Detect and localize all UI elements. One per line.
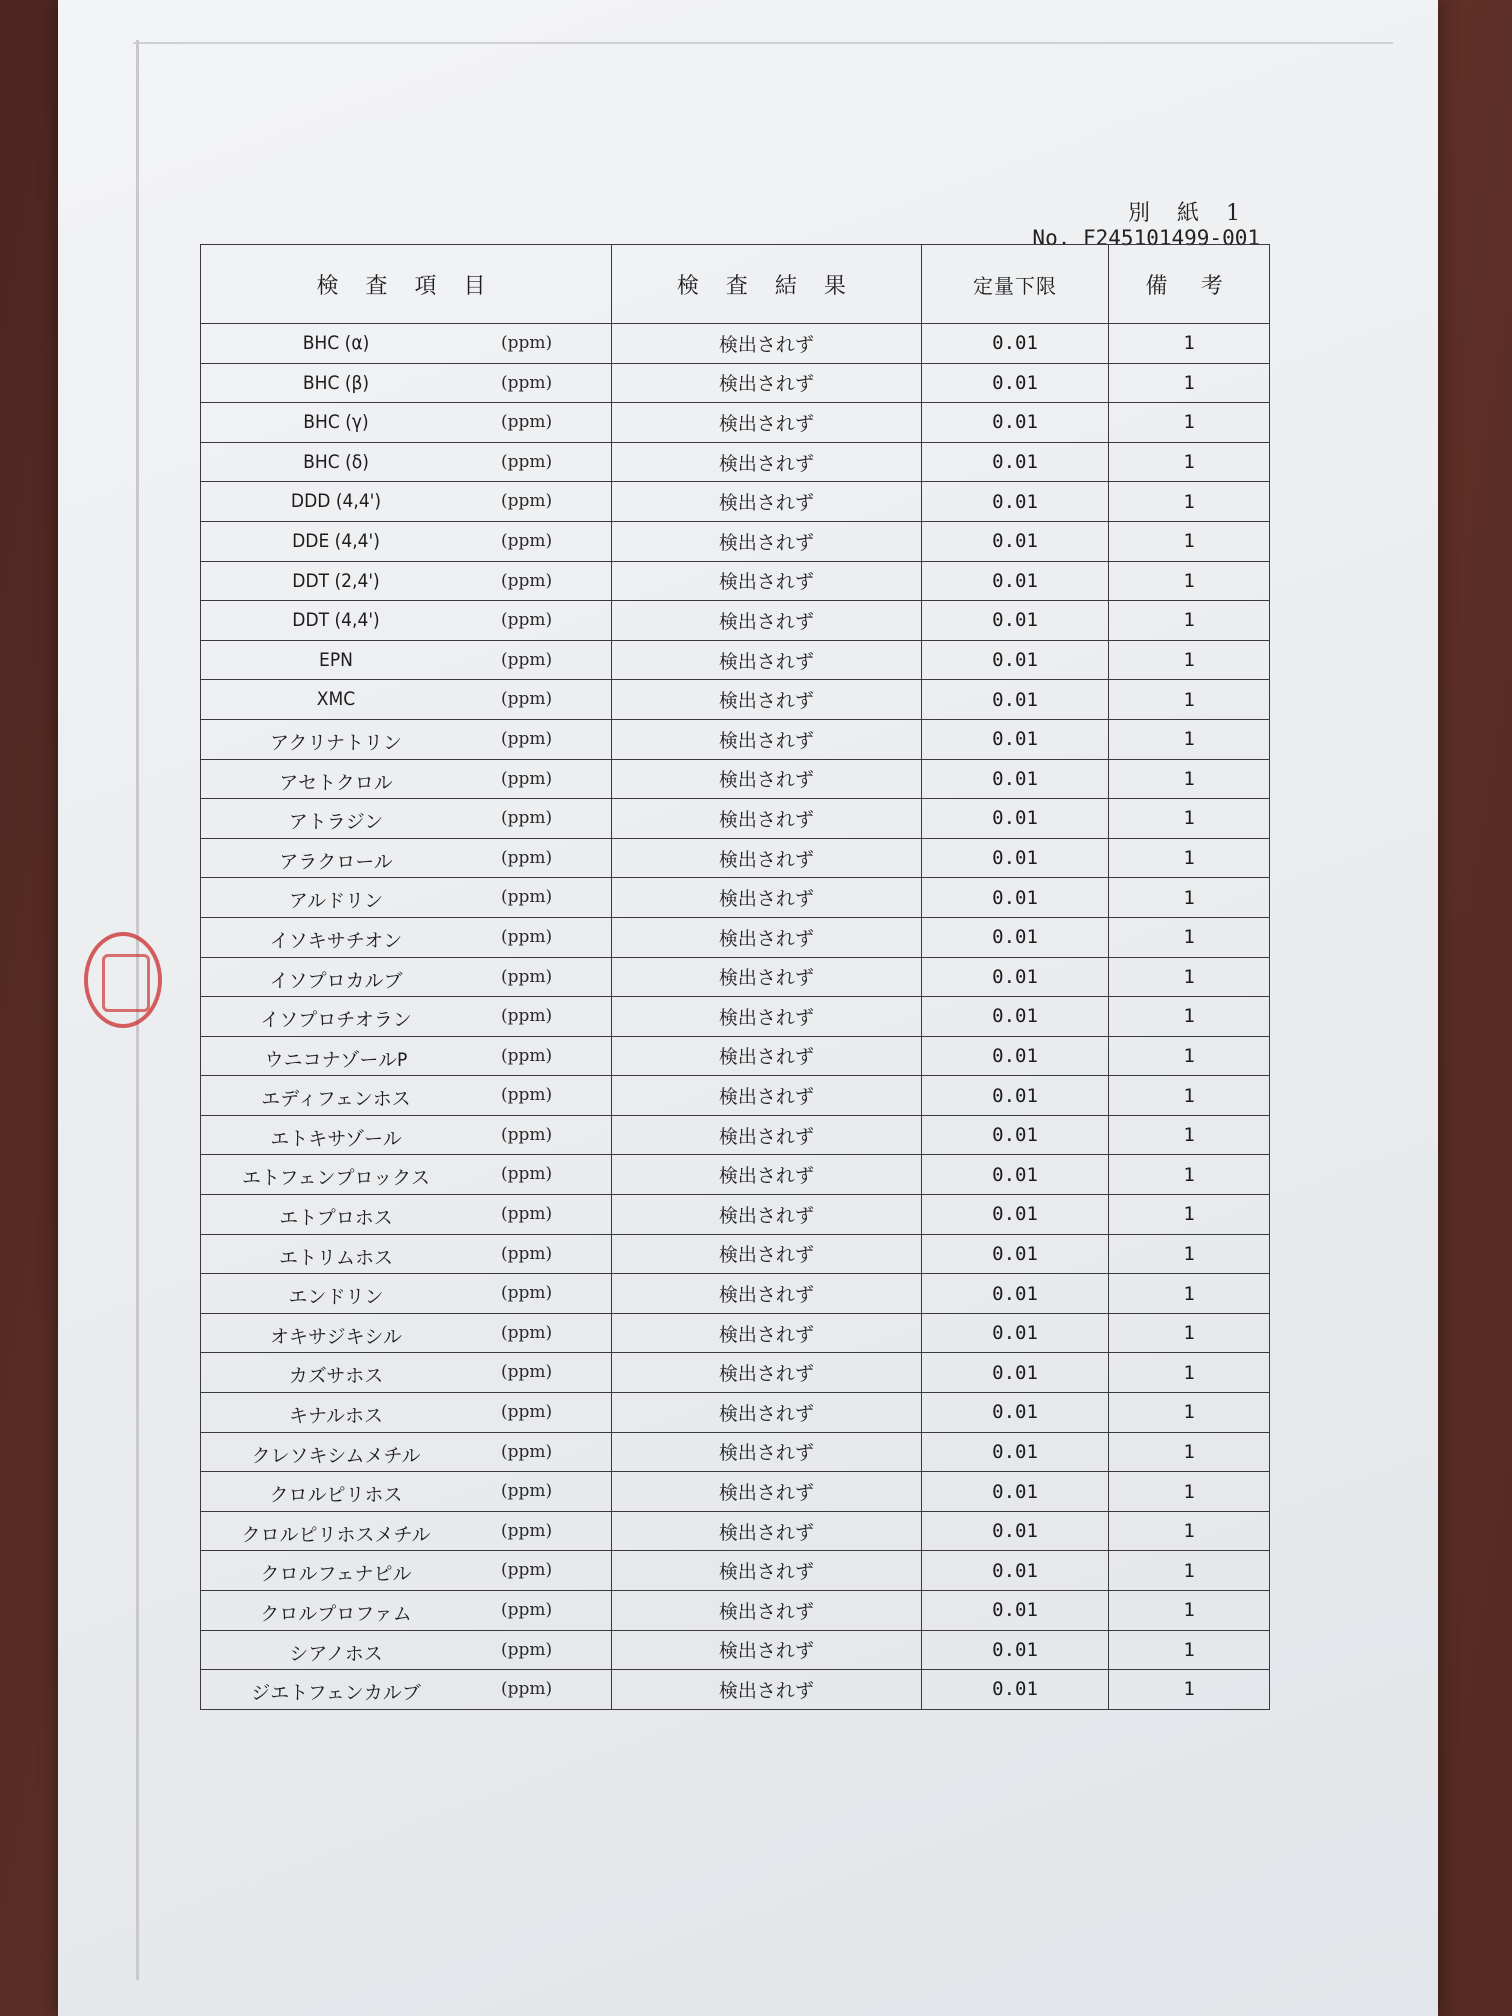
table-row (201, 917, 1270, 957)
item-cell (201, 1630, 612, 1670)
result-cell: 検出されず (611, 957, 921, 997)
item-name: ウニコナゾールP (264, 1048, 408, 1071)
table-row (201, 601, 1270, 641)
item-name: カズサホス (288, 1365, 384, 1388)
result-cell: 検出されず (611, 1630, 921, 1670)
result-cell: 検出されず (611, 878, 921, 918)
result-cell: 検出されず (611, 1472, 921, 1512)
item-cell (201, 1472, 612, 1512)
item-unit: (ppm) (501, 1124, 553, 1145)
item-unit: (ppm) (501, 808, 553, 829)
note-cell: 1 (1109, 1036, 1270, 1076)
table-row (201, 640, 1270, 680)
note-cell: 1 (1109, 442, 1270, 482)
limit-cell: 0.01 (921, 442, 1108, 482)
note-cell: 1 (1109, 719, 1270, 759)
table-row (201, 1432, 1270, 1472)
item-cell (201, 1591, 612, 1631)
limit-cell: 0.01 (921, 997, 1108, 1037)
item-name: イソプロチオラン (260, 1009, 412, 1032)
result-cell: 検出されず (611, 1551, 921, 1591)
table-row (201, 1195, 1270, 1235)
table-row (201, 1076, 1270, 1116)
note-cell: 1 (1109, 1432, 1270, 1472)
item-unit: (ppm) (501, 610, 553, 631)
result-cell: 検出されず (611, 601, 921, 641)
limit-cell: 0.01 (921, 1234, 1108, 1274)
item-cell (201, 482, 612, 522)
item-cell (201, 1353, 612, 1393)
item-unit: (ppm) (501, 689, 553, 710)
table-row (201, 482, 1270, 522)
table-row (201, 1353, 1270, 1393)
table-row (201, 957, 1270, 997)
result-cell: 検出されず (611, 838, 921, 878)
item-name: アトラジン (288, 811, 384, 834)
item-unit: (ppm) (501, 333, 553, 353)
item-unit: (ppm) (501, 412, 553, 433)
item-cell (201, 1511, 612, 1551)
table-row (201, 1630, 1270, 1670)
item-name: ジエトフェンカルブ (251, 1682, 421, 1705)
item-cell (201, 561, 612, 601)
item-name: DDT (2,4') (292, 569, 380, 592)
limit-cell: 0.01 (921, 1353, 1108, 1393)
result-cell: 検出されず (611, 482, 921, 522)
note-cell: 1 (1109, 799, 1270, 839)
item-cell (201, 601, 612, 641)
note-cell: 1 (1109, 521, 1270, 561)
table-row (201, 1472, 1270, 1512)
limit-cell: 0.01 (921, 1511, 1108, 1551)
item-cell (201, 521, 612, 561)
item-name: アセトクロル (279, 771, 393, 794)
item-unit: (ppm) (501, 728, 553, 749)
item-cell (201, 1274, 612, 1314)
limit-cell: 0.01 (921, 1155, 1108, 1195)
item-name: イソキサチオン (269, 929, 403, 952)
item-unit: (ppm) (501, 372, 553, 393)
limit-cell: 0.01 (921, 561, 1108, 601)
note-cell: 1 (1109, 1591, 1270, 1631)
result-cell: 検出されず (611, 1036, 921, 1076)
table-row (201, 1591, 1270, 1631)
limit-cell: 0.01 (921, 838, 1108, 878)
table-row (201, 324, 1270, 364)
note-cell: 1 (1109, 1353, 1270, 1393)
table-row (201, 680, 1270, 720)
limit-cell: 0.01 (921, 1115, 1108, 1155)
note-cell: 1 (1109, 482, 1270, 522)
item-name: BHC (α) (302, 332, 370, 354)
header-note: 備 考 (1109, 245, 1270, 324)
table-row (201, 878, 1270, 918)
result-cell: 検出されず (611, 1234, 921, 1274)
result-cell: 検出されず (611, 719, 921, 759)
result-cell: 検出されず (611, 561, 921, 601)
item-cell (201, 878, 612, 918)
result-cell: 検出されず (611, 799, 921, 839)
note-cell: 1 (1109, 1670, 1270, 1710)
result-cell: 検出されず (611, 1274, 921, 1314)
limit-cell: 0.01 (921, 363, 1108, 403)
item-unit: (ppm) (501, 1441, 553, 1462)
item-unit: (ppm) (501, 1164, 553, 1185)
note-cell: 1 (1109, 403, 1270, 443)
item-cell (201, 917, 612, 957)
item-cell (201, 997, 612, 1037)
item-name: オキサジキシル (270, 1325, 402, 1348)
limit-cell: 0.01 (921, 878, 1108, 918)
item-name: クレソキシムメチル (251, 1444, 421, 1467)
item-name: クロルピリホスメチル (241, 1523, 431, 1546)
header-item: 検 査 項 目 (201, 245, 612, 324)
item-unit: (ppm) (501, 1085, 553, 1106)
result-cell: 検出されず (611, 1076, 921, 1116)
limit-cell: 0.01 (921, 1670, 1108, 1710)
note-cell: 1 (1109, 1115, 1270, 1155)
table-row (201, 719, 1270, 759)
item-unit: (ppm) (501, 1402, 553, 1423)
item-unit: (ppm) (501, 768, 553, 789)
limit-cell: 0.01 (921, 1313, 1108, 1353)
table-row (201, 1670, 1270, 1710)
note-cell: 1 (1109, 1630, 1270, 1670)
item-unit: (ppm) (501, 570, 553, 591)
result-cell: 検出されず (611, 1115, 921, 1155)
limit-cell: 0.01 (921, 482, 1108, 522)
item-name: DDD (4,4') (290, 490, 382, 513)
item-cell (201, 719, 612, 759)
note-cell: 1 (1109, 838, 1270, 878)
item-cell (201, 838, 612, 878)
limit-cell: 0.01 (921, 403, 1108, 443)
item-name: クロルピリホス (269, 1484, 403, 1507)
annex-label: 別 紙 1 (1128, 201, 1250, 226)
note-cell: 1 (1109, 561, 1270, 601)
item-unit: (ppm) (501, 1006, 553, 1027)
table-row (201, 1234, 1270, 1274)
limit-cell: 0.01 (921, 719, 1108, 759)
item-unit: (ppm) (501, 1045, 553, 1066)
result-cell: 検出されず (611, 997, 921, 1037)
table-row (201, 759, 1270, 799)
item-unit: (ppm) (501, 530, 553, 551)
item-cell (201, 1155, 612, 1195)
table-row (201, 1115, 1270, 1155)
note-cell: 1 (1109, 917, 1270, 957)
item-name: アラクロール (279, 850, 393, 873)
item-name: エトキサゾール (270, 1127, 402, 1150)
limit-cell: 0.01 (921, 1472, 1108, 1512)
item-cell (201, 324, 612, 364)
item-name: BHC (δ) (303, 450, 369, 473)
result-cell: 検出されず (611, 403, 921, 443)
note-cell: 1 (1109, 1234, 1270, 1274)
result-cell: 検出されず (611, 521, 921, 561)
item-name: BHC (γ) (303, 411, 369, 434)
item-name: クロルプロファム (260, 1603, 412, 1625)
note-cell: 1 (1109, 1155, 1270, 1195)
limit-cell: 0.01 (921, 917, 1108, 957)
result-cell: 検出されず (611, 1393, 921, 1433)
limit-cell: 0.01 (921, 1195, 1108, 1235)
table-header-row (201, 245, 1270, 324)
note-cell: 1 (1109, 1551, 1270, 1591)
table-row (201, 1036, 1270, 1076)
result-cell: 検出されず (611, 917, 921, 957)
note-cell: 1 (1109, 997, 1270, 1037)
item-name: エトプロホス (279, 1207, 393, 1230)
item-cell (201, 403, 612, 443)
item-name: アクリナトリン (269, 731, 403, 754)
item-cell (201, 799, 612, 839)
note-cell: 1 (1109, 1076, 1270, 1116)
document-number: No. F245101499-001 (1032, 226, 1260, 250)
item-name: エンドリン (288, 1286, 384, 1309)
result-cell: 検出されず (611, 1155, 921, 1195)
item-cell (201, 1670, 612, 1710)
item-unit: (ppm) (501, 887, 553, 908)
limit-cell: 0.01 (921, 521, 1108, 561)
item-name: EPN (319, 648, 353, 671)
note-cell: 1 (1109, 601, 1270, 641)
note-cell: 1 (1109, 1195, 1270, 1235)
limit-cell: 0.01 (921, 1591, 1108, 1631)
result-cell: 検出されず (611, 1432, 921, 1472)
limit-cell: 0.01 (921, 640, 1108, 680)
table-row (201, 997, 1270, 1037)
item-unit: (ppm) (501, 491, 553, 512)
item-cell (201, 1036, 612, 1076)
item-cell (201, 1115, 612, 1155)
table-row (201, 403, 1270, 443)
item-unit: (ppm) (501, 1520, 553, 1541)
item-unit: (ppm) (501, 1481, 553, 1502)
table-row (201, 521, 1270, 561)
limit-cell: 0.01 (921, 680, 1108, 720)
item-cell (201, 680, 612, 720)
result-cell: 検出されず (611, 759, 921, 799)
result-cell: 検出されず (611, 1195, 921, 1235)
table-row (201, 1155, 1270, 1195)
result-cell: 検出されず (611, 1591, 921, 1631)
item-cell (201, 957, 612, 997)
limit-cell: 0.01 (921, 1393, 1108, 1433)
item-unit: (ppm) (501, 1362, 553, 1383)
table-row (201, 1551, 1270, 1591)
item-cell (201, 1313, 612, 1353)
table-row (201, 838, 1270, 878)
item-cell (201, 640, 612, 680)
item-cell (201, 759, 612, 799)
note-cell: 1 (1109, 1274, 1270, 1314)
note-cell: 1 (1109, 680, 1270, 720)
item-name: エディフェンホス (261, 1088, 411, 1111)
inspection-results-table (200, 244, 1270, 1710)
result-cell: 検出されず (611, 1670, 921, 1710)
limit-cell: 0.01 (921, 799, 1108, 839)
note-cell: 1 (1109, 324, 1270, 364)
note-cell: 1 (1109, 878, 1270, 918)
note-cell: 1 (1109, 1511, 1270, 1551)
red-seal-stamp (84, 932, 162, 1028)
item-cell (201, 1551, 612, 1591)
limit-cell: 0.01 (921, 1274, 1108, 1314)
table-row (201, 1393, 1270, 1433)
item-name: イソプロカルブ (269, 969, 403, 992)
item-unit: (ppm) (501, 1560, 553, 1581)
item-name: XMC (316, 688, 356, 711)
result-cell: 検出されず (611, 1313, 921, 1353)
table-row (201, 561, 1270, 601)
item-unit: (ppm) (501, 1600, 553, 1620)
limit-cell: 0.01 (921, 759, 1108, 799)
item-unit: (ppm) (501, 966, 553, 987)
result-cell: 検出されず (611, 442, 921, 482)
limit-cell: 0.01 (921, 1036, 1108, 1076)
note-cell: 1 (1109, 759, 1270, 799)
result-cell: 検出されず (611, 324, 921, 364)
item-unit: (ppm) (501, 847, 553, 868)
item-unit: (ppm) (501, 926, 553, 947)
item-cell (201, 1393, 612, 1433)
item-unit: (ppm) (501, 1679, 553, 1700)
note-cell: 1 (1109, 1472, 1270, 1512)
item-unit: (ppm) (501, 451, 553, 472)
item-name: DDE (4,4') (292, 529, 380, 552)
limit-cell: 0.01 (921, 1076, 1108, 1116)
limit-cell: 0.01 (921, 324, 1108, 364)
item-unit: (ppm) (501, 1243, 553, 1264)
item-unit: (ppm) (501, 1639, 553, 1660)
top-edge-line (133, 42, 1393, 44)
note-cell: 1 (1109, 363, 1270, 403)
result-cell: 検出されず (611, 1511, 921, 1551)
item-name: シアノホス (289, 1642, 383, 1665)
limit-cell: 0.01 (921, 1551, 1108, 1591)
result-cell: 検出されず (611, 640, 921, 680)
item-name: アルドリン (288, 890, 384, 913)
limit-cell: 0.01 (921, 1630, 1108, 1670)
item-name: BHC (β) (302, 371, 370, 394)
table-row (201, 442, 1270, 482)
item-unit: (ppm) (501, 1283, 553, 1304)
table-row (201, 1313, 1270, 1353)
item-cell (201, 363, 612, 403)
item-cell (201, 442, 612, 482)
item-unit: (ppm) (501, 1204, 553, 1225)
result-cell: 検出されず (611, 1353, 921, 1393)
note-cell: 1 (1109, 640, 1270, 680)
item-name: キナルホス (288, 1405, 384, 1428)
table-row (201, 1274, 1270, 1314)
limit-cell: 0.01 (921, 601, 1108, 641)
table-row (201, 799, 1270, 839)
header-result: 検 査 結 果 (611, 245, 921, 324)
limit-cell: 0.01 (921, 957, 1108, 997)
result-cell: 検出されず (611, 680, 921, 720)
table-row (201, 363, 1270, 403)
limit-cell: 0.01 (921, 1432, 1108, 1472)
item-name: クロルフェナピル (260, 1563, 412, 1586)
result-cell: 検出されず (611, 363, 921, 403)
item-cell (201, 1432, 612, 1472)
item-name: エトリムホス (278, 1246, 393, 1269)
table-row (201, 1511, 1270, 1551)
header-limit: 定量下限 (921, 245, 1108, 324)
note-cell: 1 (1109, 1313, 1270, 1353)
item-unit: (ppm) (501, 1322, 553, 1343)
item-unit: (ppm) (501, 649, 553, 670)
item-cell (201, 1195, 612, 1235)
item-cell (201, 1076, 612, 1116)
item-cell (201, 1234, 612, 1274)
item-name: DDT (4,4') (292, 609, 380, 632)
note-cell: 1 (1109, 1393, 1270, 1433)
item-name: エトフェンプロックス (242, 1167, 430, 1190)
note-cell: 1 (1109, 957, 1270, 997)
